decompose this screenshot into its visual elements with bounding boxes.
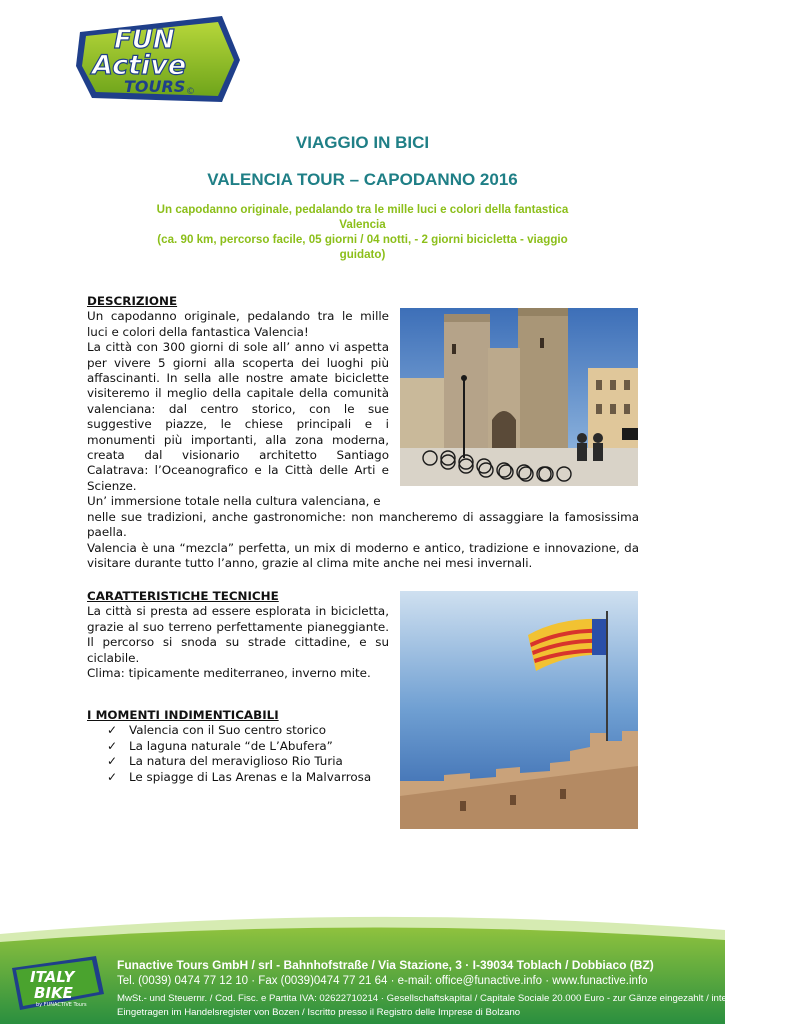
descrizione-paragraph: Un’ immersione totale nella cultura valenciana, e [87,494,381,509]
check-icon: ✓ [107,769,118,784]
descrizione-paragraph: La città con 300 giorni di sole all’ anno vi aspetta per vivere 5 giorni alla scoperta dei luoghi più affascinanti. In sella alle nostre amate biciclette visiteremo il meglio della capitale della comunità valenciana: dal centro storico, con le sue suggestive piazze, le chiese principali e i monumenti più importanti, alla zona moderna, creata dal visionario architetto Santiago Calatrava: l’Oceanografico e la Città delle Arti e Scienze. [87,340,389,493]
momenti-heading: I MOMENTI INDIMENTICABILI [87,708,279,722]
valencia-flag-photo [400,591,638,829]
footer-company-line: Funactive Tours GmbH / srl - Bahnhofstraße / Via Stazione, 3 · I-39034 Toblach / Dobbiaco (BZ) [117,958,654,972]
descrizione-heading: DESCRIZIONE [87,294,178,308]
check-icon: ✓ [107,723,118,738]
descrizione-paragraph: nelle sue tradizioni, anche gastronomiche: non mancheremo di assaggiare la famosissima paella. [87,509,639,540]
check-icon: ✓ [107,738,118,753]
list-item: ✓ Valencia con il Suo centro storico [107,723,327,738]
page-title: VIAGGIO IN BICI [295,133,430,152]
svg-text:Active: Active [92,50,187,81]
check-icon: ✓ [107,754,118,769]
tour-subtitle: Un capodanno originale, pedalando tra le mille luci e colori della fantastica Valencia (ca. 90 km, percorso facile, 05 giorni / 04 notti, - 2 giorni bicicletta - viaggio guidato) [156,203,569,261]
caratteristiche-paragraph: Clima: tipicamente mediterraneo, inverno mite. [87,666,371,681]
footer-legal-line: MwSt.- und Steuernr. / Cod. Fisc. e Partita IVA: 02622710214 · Gesellschaftskapital / Capitale Sociale 20.000 Euro - zur Gänze eingezahlt / interamente versato [117,993,796,1004]
list-item: ✓ La laguna naturale “de L’Abufera” [107,738,333,753]
descrizione-paragraph: Valencia è una “mezcla” perfetta, un mix di moderno e antico, tradizione e innovazione, da visitare durante tutto l’anno, grazie al clima mite anche nei mesi invernali. [87,540,639,570]
funactive-tours-logo [72,12,242,107]
list-item: ✓ La natura del meraviglioso Rio Turia [107,754,343,769]
valencia-towers-photo [400,308,638,486]
list-item: ✓ Le spiagge di Las Arenas e la Malvarrosa [107,769,372,784]
svg-text:BIKE: BIKE [34,984,73,1002]
footer-contacts-line: Tel. (0039) 0474 77 12 10 · Fax (0039)0474 77 21 64 · e-mail: office@funactive.info · www.funactive.info [117,975,648,987]
svg-text:FUN: FUN [114,25,175,55]
tour-title: VALENCIA TOUR – CAPODANNO 2016 [207,170,518,189]
svg-text:by FUNACTIVE Tours: by FUNACTIVE Tours [36,1002,87,1008]
svg-text:ITALY: ITALY [30,968,75,986]
caratteristiche-paragraph: La città si presta ad essere esplorata in bicicletta, grazie al suo terreno perfettamente pianeggiante. Il percorso si snoda su strade cittadine, e su ciclabile. [87,604,389,665]
caratteristiche-heading: CARATTERISTICHE TECNICHE [87,589,279,603]
svg-text:TOURS: TOURS [124,77,186,96]
descrizione-paragraph: Un capodanno originale, pedalando tra le mille luci e colori della fantastica Valencia! [87,309,389,339]
footer-legal-line: Eingetragen im Handelsregister von Bozen / Iscritto presso il Registro delle Imprese di Bolzano [117,1007,521,1018]
svg-text:©: © [186,87,195,97]
